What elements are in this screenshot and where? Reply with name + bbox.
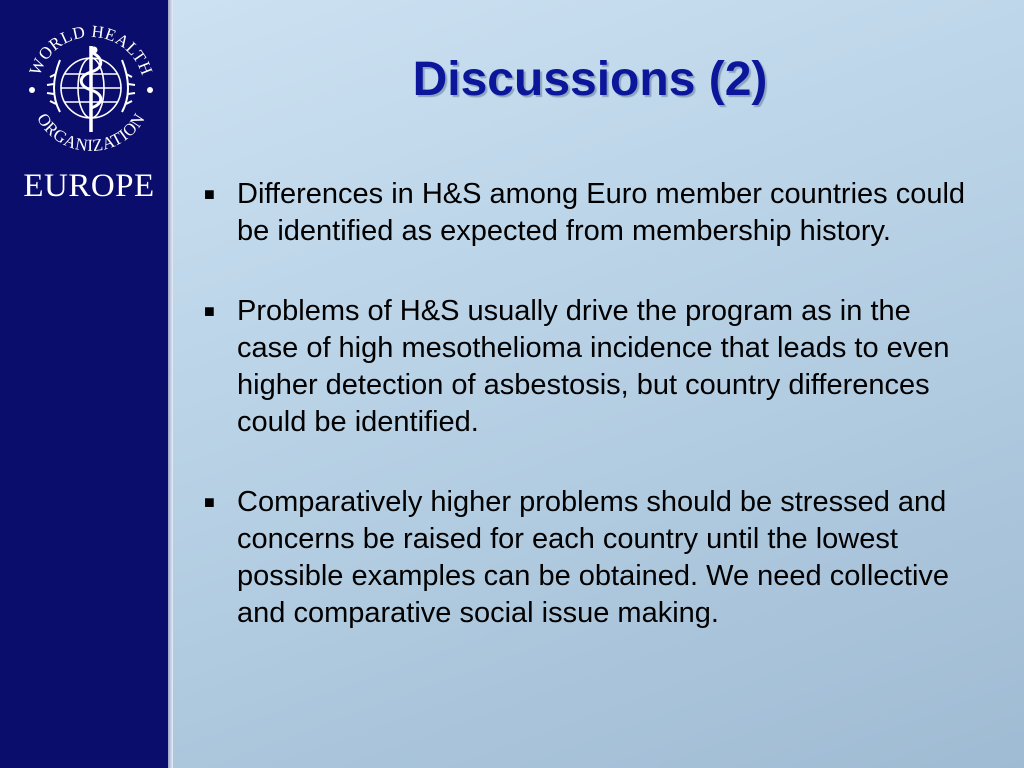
slide-title: Discussions (2) <box>412 53 768 106</box>
sidebar <box>0 0 168 768</box>
svg-text:WORLD HEALTH: WORLD HEALTH <box>25 21 157 78</box>
bullet-list <box>200 176 980 675</box>
square-bullet-icon: ■ <box>204 184 215 204</box>
bullet-text: Differences in H&S among Euro member countries could be identified as expected from membership history. <box>237 178 966 247</box>
region-label: EUROPE <box>23 168 155 204</box>
bullet-text: Problems of H&S usually drive the program as in the case of high mesothelioma incidence that leads to even higher detection of asbestosis, but country differences could be identified. <box>237 295 950 438</box>
bullet-item <box>200 484 980 632</box>
sidebar-divider <box>168 0 173 768</box>
who-emblem-icon <box>20 14 162 164</box>
square-bullet-icon: ■ <box>204 301 215 321</box>
svg-text:ORGANIZATION: ORGANIZATION <box>33 109 149 156</box>
bullet-text: Comparatively higher problems should be stressed and concerns be raised for each country until the lowest possible examples can be obtained. We need collective and comparative social issue making. <box>237 486 950 629</box>
bullet-item <box>200 176 980 250</box>
bullet-item <box>200 293 980 441</box>
square-bullet-icon: ■ <box>204 492 215 512</box>
